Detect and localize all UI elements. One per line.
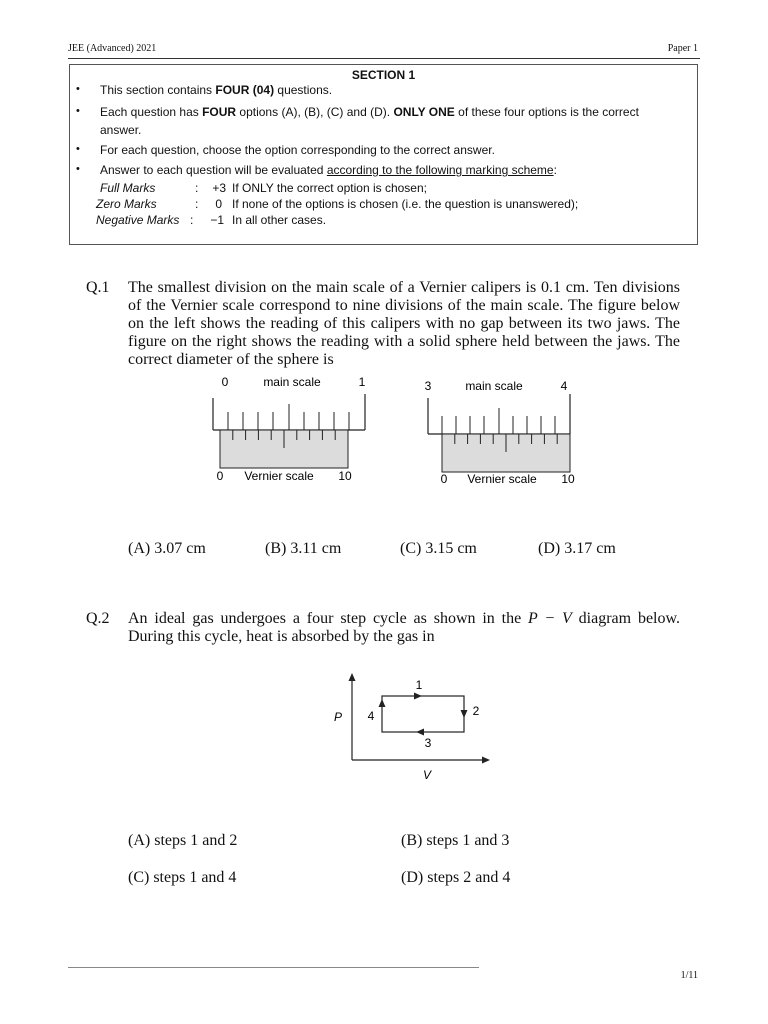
header-divider <box>68 58 700 59</box>
section-title: SECTION 1 <box>351 68 416 82</box>
q1-option-c[interactable]: (C) 3.15 cm <box>400 540 477 557</box>
q1-option-a[interactable]: (A) 3.07 cm <box>128 540 206 557</box>
marking-value: +3 <box>212 181 226 195</box>
question-2-text: An ideal gas undergoes a four step cycle as shown in the P − V diagram below. During this cycle, heat is absorbed by the gas in <box>128 610 680 645</box>
instruction-item: Answer to each question will be evaluated according to the following marking scheme: <box>100 163 557 177</box>
vernier-figure-right <box>420 376 590 491</box>
vernier-scale-start-label: 0 <box>216 469 224 483</box>
question-2-number: Q.2 <box>86 610 110 627</box>
marking-description: In all other cases. <box>232 213 327 227</box>
vernier-figure-left <box>205 372 375 487</box>
instruction-item: For each question, choose the option corresponding to the correct answer. <box>100 143 495 157</box>
vernier-scale-end-label: 10 <box>338 469 352 483</box>
marking-colon: : <box>195 181 199 195</box>
question-1-text: The smallest division on the main scale of a Vernier calipers is 0.1 cm. Ten divisions of the Vernier scale correspond to nine divisions of the main scale. The figure below on the left shows the reading of this calipers with no gap between its two jaws. The figure on the right shows the reading with a solid sphere held between the jaws. The correct diameter of the sphere is <box>128 279 680 368</box>
marking-colon: : <box>195 197 199 211</box>
marking-colon: : <box>190 213 194 227</box>
bullet-icon: • <box>76 143 80 155</box>
y-axis-arrow-icon <box>349 673 356 681</box>
vernier-scale-start-label: 0 <box>440 472 448 486</box>
q2-option-b[interactable]: (B) steps 1 and 3 <box>401 832 510 849</box>
q2-option-d[interactable]: (D) steps 2 and 4 <box>401 869 511 886</box>
volume-axis-label: V <box>422 768 432 782</box>
main-scale-end-label: 1 <box>358 375 366 389</box>
step-2-arrow-icon <box>461 710 468 718</box>
x-axis-arrow-icon <box>482 757 490 764</box>
bullet-icon: • <box>76 163 80 175</box>
marking-value: −1 <box>210 213 224 227</box>
marking-description: If none of the options is chosen (i.e. the question is unanswered); <box>232 197 579 211</box>
main-scale-end-label: 4 <box>560 379 568 393</box>
q1-option-b[interactable]: (B) 3.11 cm <box>265 540 342 557</box>
marking-label: Negative Marks <box>96 213 180 227</box>
q2-option-a[interactable]: (A) steps 1 and 2 <box>128 832 238 849</box>
marking-value: 0 <box>215 197 222 211</box>
q2-option-c[interactable]: (C) steps 1 and 4 <box>128 869 237 886</box>
instruction-item: This section contains FOUR (04) questions. <box>100 83 333 97</box>
q1-option-d[interactable]: (D) 3.17 cm <box>538 540 616 557</box>
step-2-label: 2 <box>472 704 480 718</box>
step-4-arrow-icon <box>379 699 386 707</box>
main-scale-start-label: 0 <box>221 375 229 389</box>
exam-header-title: JEE (Advanced) 2021 <box>68 43 157 54</box>
footer-divider <box>68 967 479 968</box>
page-number: 1/11 <box>680 970 698 981</box>
pressure-axis-label: P <box>333 710 343 724</box>
marking-label: Full Marks <box>100 181 156 195</box>
pv-diagram <box>330 672 500 790</box>
vernier-scale-label: Vernier scale <box>467 472 537 486</box>
section-instructions-box <box>69 64 698 245</box>
vernier-scale-label: Vernier scale <box>244 469 314 483</box>
main-scale-start-label: 3 <box>424 379 432 393</box>
main-scale-label: main scale <box>465 379 523 393</box>
paper-number: Paper 1 <box>667 43 698 54</box>
pv-math-symbol: P − V <box>528 610 572 627</box>
marking-label: Zero Marks <box>96 197 157 211</box>
step-1-label: 1 <box>415 678 423 692</box>
step-3-label: 3 <box>424 736 432 750</box>
bullet-icon: • <box>76 105 80 117</box>
instruction-item: Each question has FOUR options (A), (B), (C) and (D). ONLY ONE of these four options is the correct answer. <box>100 105 639 137</box>
step-4-label: 4 <box>367 709 375 723</box>
step-3-arrow-icon <box>416 729 424 736</box>
main-scale-label: main scale <box>263 375 321 389</box>
bullet-icon: • <box>76 83 80 95</box>
marking-description: If ONLY the correct option is chosen; <box>232 181 427 195</box>
question-1-number: Q.1 <box>86 279 110 296</box>
vernier-scale-end-label: 10 <box>561 472 575 486</box>
step-1-arrow-icon <box>414 693 422 700</box>
